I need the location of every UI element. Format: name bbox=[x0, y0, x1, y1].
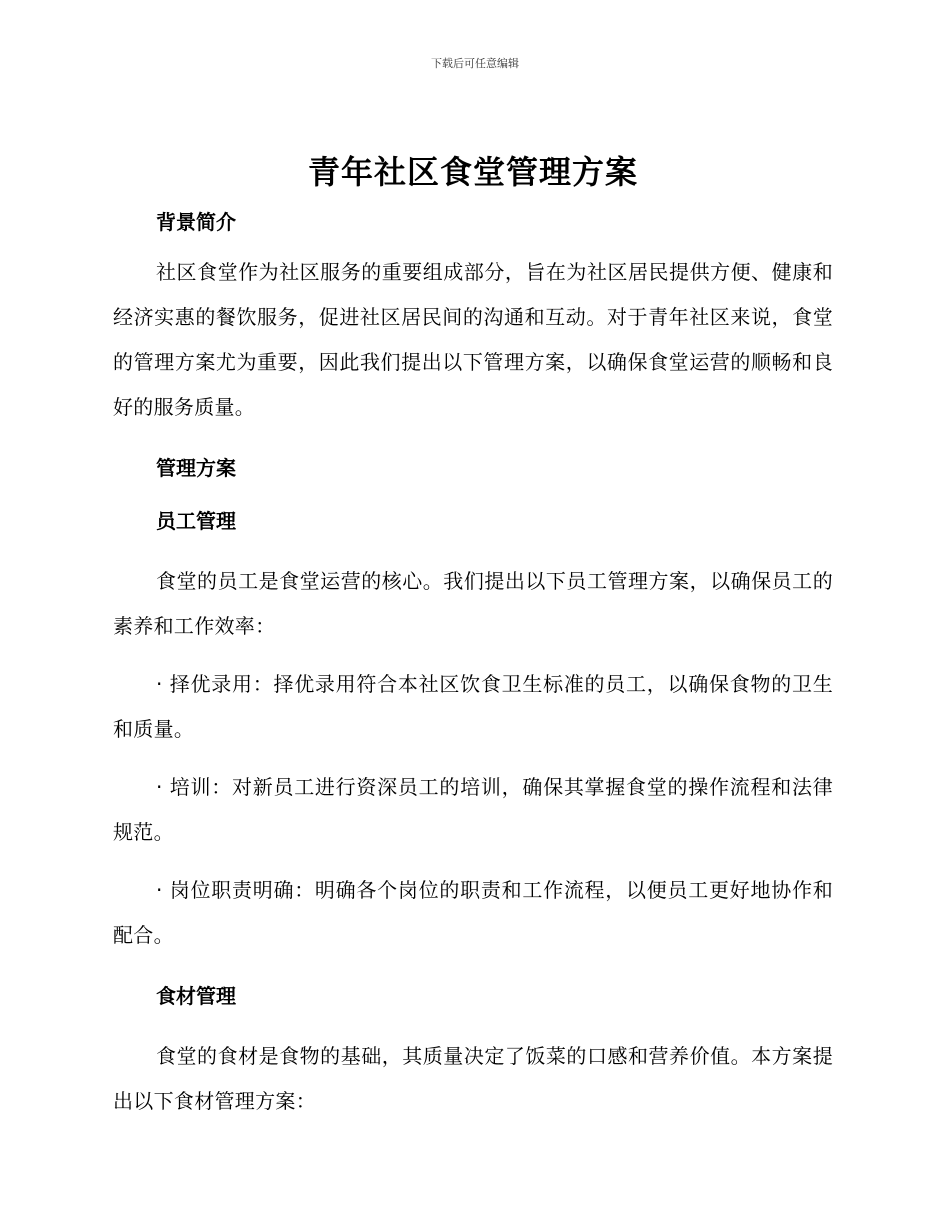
section-heading-plan: 管理方案 bbox=[156, 456, 236, 480]
paragraph-staff-intro: 食堂的员工是食堂运营的核心。我们提出以下员工管理方案，以确保员工的素养和工作效率： bbox=[113, 569, 833, 638]
paragraph-food-intro: 食堂的食材是食物的基础，其质量决定了饭菜的口感和营养价值。本方案提出以下食材管理方案： bbox=[113, 1044, 833, 1113]
section-heading-staff: 员工管理 bbox=[156, 509, 236, 533]
section-heading-food: 食材管理 bbox=[156, 984, 236, 1008]
paragraph-background: 社区食堂作为社区服务的重要组成部分，旨在为社区居民提供方便、健康和经济实惠的餐饮服务，促进社区居民间的沟通和互动。对于青年社区来说，食堂的管理方案尤为重要，因此我们提出以下管理方案，以确保食堂运营的顺畅和良好的服务质量。 bbox=[113, 260, 833, 419]
list-item: · 培训：对新员工进行资深员工的培训，确保其掌握食堂的操作流程和法律规范。 bbox=[113, 775, 833, 844]
document-title: 青年社区食堂管理方案 bbox=[307, 153, 638, 191]
document-body bbox=[113, 150, 833, 1124]
list-item: · 岗位职责明确：明确各个岗位的职责和工作流程，以便员工更好地协作和配合。 bbox=[113, 878, 833, 947]
header-note: 下载后可任意编辑 bbox=[431, 57, 519, 70]
section-heading-background: 背景简介 bbox=[156, 210, 236, 234]
list-item: · 择优录用：择优录用符合本社区饮食卫生标准的员工，以确保食物的卫生和质量。 bbox=[113, 672, 833, 741]
